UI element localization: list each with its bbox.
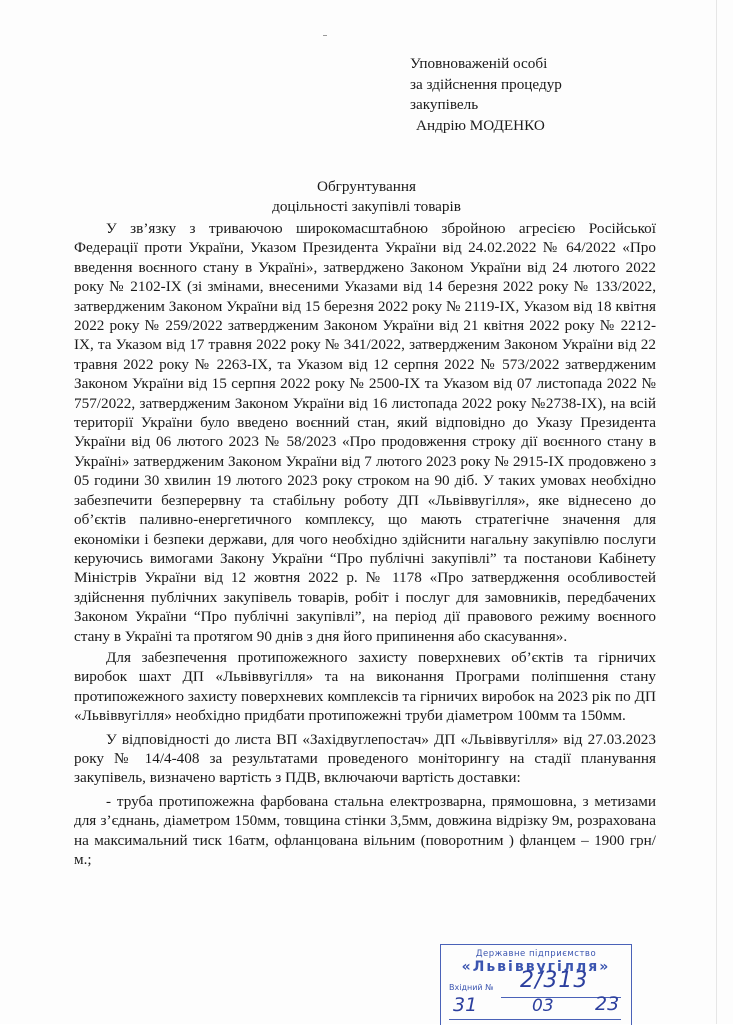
document-subtitle: доцільності закупівлі товарів <box>272 198 461 215</box>
addressee-block <box>410 54 562 136</box>
paragraph-pipe-item: - труба протипожежна фарбована стальна електрозварна, прямошовна, з метизами для з’єднань, діаметром 150мм, товщина стінки 3,5мм, довжина відрізку 9м, розрахована на максимальний тиск 16атм, офланцована вільним (поворотним ) фланцем – 1900 грн/м.; <box>74 792 656 868</box>
handwritten-year: 23 <box>595 993 620 1015</box>
scan-edge-line <box>716 0 717 1024</box>
handwritten-incoming-number: 2/313 <box>520 968 589 993</box>
stamp-enterprise-name: «Львіввугілля» <box>461 959 611 975</box>
handwritten-month: 03 <box>532 996 554 1016</box>
scan-speck <box>323 35 327 36</box>
stamp-organization: Державне підприємство <box>475 949 597 959</box>
addressee-line: закупівель <box>410 96 479 113</box>
paragraph-cost-basis: У відповідності до листа ВП «Західвуглепостач» ДП «Львіввугілля» від 27.03.2023 року № 14/4-408 за результатами проведеного моніторингу на стадії планування закупівель, визначено вартість з ПДВ, включаючи вартість доставки: <box>74 730 656 787</box>
paragraph-fire-protection: Для забезпечення протипожежного захисту поверхневих об’єктів та гірничих виробок шахт ДП «Львіввугілля» та на виконання Програми поліпшення стану протипожежного захисту поверхневих комплексів та гірничих виробок на 2023 рік по ДП «Львіввугілля» необхідно придбати протипожежні труби діаметром 100мм та 150мм. <box>74 648 656 725</box>
addressee-name: Андрію МОДЕНКО <box>416 116 545 134</box>
document-body <box>74 219 656 869</box>
stamp-incoming-label: Вхідний № <box>449 983 494 992</box>
document-title: Обгрунтування <box>316 178 417 195</box>
stamp-date-line <box>449 1019 621 1020</box>
addressee-line: Уповноваженій особі <box>410 55 548 72</box>
handwritten-day: 31 <box>453 994 478 1016</box>
paragraph-martial-law: У зв’язку з триваючою широкомасштабною збройною агресією Російської Федерації проти України, Указом Президента України від 24.02.2022 № 64/2022 «Про введення воєнного стану в Україні», затверджено Законом України від 24 лютого 2022 року № 2102-IX (зі змінами, внесеними Указами від 14 березня 2022 року № 133/2022, затвердженим Законом України від 15 березня 2022 року № 2119-IX, Указом від 18 квітня 2022 року № 259/2022 затвердженим Законом України від 21 квітня 2022 року № 2212-IX, та Указом від 17 травня 2022 року № 341/2022, затвердженим Законом України від 22 травня 2022 року № 2263-IX, та Указом від 12 серпня 2022 № 573/2022 затвердженим Законом України від 15 серпня 2022 року № 2500-IX та Указом від 07 листопада 2022 № 757/2022, затвердженим Законом України від 16 листопада 2022 року №2738-IX), на всій території України було введено воєнний стан, який відповідно до Указу Президента України від 06 лютого 2023 № 58/2023 «Про продовження строку дії воєнного стану в Україні» затвердженим Законом України від 7 лютого 2023 року № 2915-IX продовжено з 05 години 30 хвилин 19 лютого 2023 року строком на 90 діб. У таких умовах необхідно забезпечити безперервну та стабільну роботу ДП «Львіввугілля», яке віднесено до об’єктів паливно-енергетичного комплексу, що мають стратегічне значення для економіки і безпеки держави, для чого необхідно здійснити нагальну закупівлю послуги керуючись вимогами Закону України “Про публічні закупівлі” та постанови Кабінету Міністрів України від 12 жовтня 2022 р. № 1178 «Про затвердження особливостей здійснення публічних закупівель товарів, робіт і послуг для замовників, передбачених Законом України “Про публічні закупівлі”, на період дії правового режиму воєнного стану в Україні та протягом 90 днів з дня його припинення або скасування». <box>74 220 656 645</box>
addressee-line: за здійснення процедур <box>410 75 562 93</box>
